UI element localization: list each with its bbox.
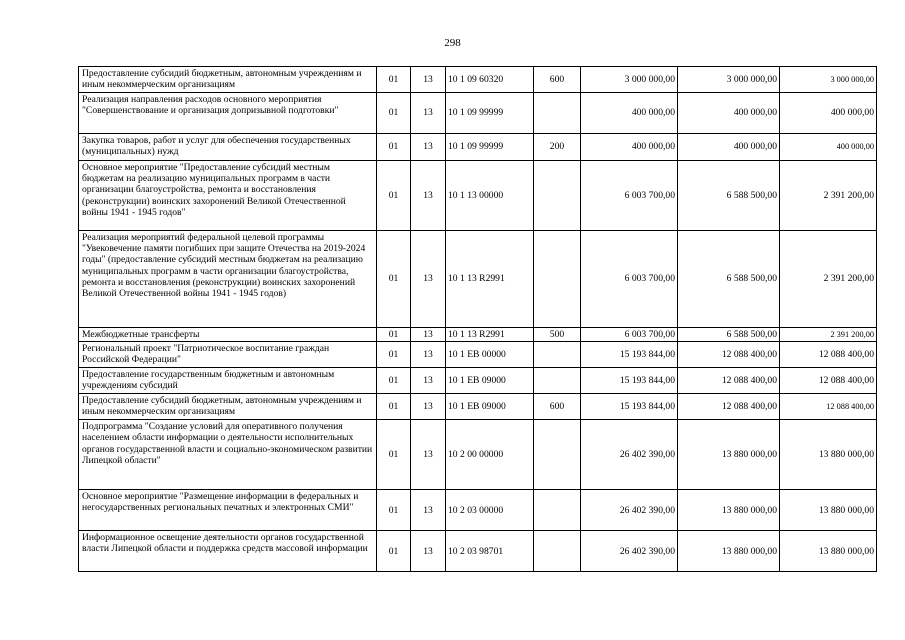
subsection-code-cell: 13 xyxy=(411,134,446,161)
amount-year2-cell: 12 088 400,00 xyxy=(678,394,780,420)
table-row xyxy=(79,368,877,394)
subsection-code-cell: 13 xyxy=(411,368,446,394)
target-article-cell: 10 2 03 98701 xyxy=(446,531,534,572)
target-article-cell: 10 1 ЕВ 00000 xyxy=(446,342,534,368)
amount-year3-cell: 13 880 000,00 xyxy=(780,420,877,490)
amount-year1-cell: 26 402 390,00 xyxy=(581,531,678,572)
amount-year1-cell: 15 193 844,00 xyxy=(581,394,678,420)
subsection-code-cell: 13 xyxy=(411,231,446,328)
target-article-cell: 10 1 13 00000 xyxy=(446,161,534,231)
subsection-code-cell: 13 xyxy=(411,161,446,231)
expense-name-cell: Реализация направления расходов основного мероприятия "Совершенствование и организация допризывной подготовки" xyxy=(79,93,377,134)
section-code-cell: 01 xyxy=(377,394,411,420)
target-article-cell: 10 2 00 00000 xyxy=(446,420,534,490)
table-row xyxy=(79,231,877,328)
expense-name-cell: Подпрограмма "Создание условий для оперативного получения населением области информации о деятельности исполнительных органов государственной власти и социально-экономическом развитии Липецкой области" xyxy=(79,420,377,490)
amount-year1-cell: 15 193 844,00 xyxy=(581,342,678,368)
target-article-cell: 10 1 13 R2991 xyxy=(446,328,534,342)
table-row xyxy=(79,394,877,420)
expense-type-cell xyxy=(534,531,581,572)
expense-name-cell: Основное мероприятие "Размещение информации в федеральных и негосударственных региональных печатных и электронных СМИ" xyxy=(79,490,377,531)
target-article-cell: 10 1 13 R2991 xyxy=(446,231,534,328)
expense-type-cell: 500 xyxy=(534,328,581,342)
expense-type-cell xyxy=(534,161,581,231)
section-code-cell: 01 xyxy=(377,342,411,368)
amount-year2-cell: 13 880 000,00 xyxy=(678,420,780,490)
amount-year2-cell: 400 000,00 xyxy=(678,93,780,134)
section-code-cell: 01 xyxy=(377,490,411,531)
amount-year1-cell: 15 193 844,00 xyxy=(581,368,678,394)
subsection-code-cell: 13 xyxy=(411,394,446,420)
section-code-cell: 01 xyxy=(377,134,411,161)
expense-name-cell: Предоставление государственным бюджетным и автономным учреждениям субсидий xyxy=(79,368,377,394)
amount-year2-cell: 13 880 000,00 xyxy=(678,490,780,531)
expense-type-cell: 600 xyxy=(534,67,581,93)
amount-year1-cell: 6 003 700,00 xyxy=(581,328,678,342)
amount-year2-cell: 6 588 500,00 xyxy=(678,231,780,328)
expense-type-cell: 200 xyxy=(534,134,581,161)
subsection-code-cell: 13 xyxy=(411,328,446,342)
amount-year1-cell: 26 402 390,00 xyxy=(581,420,678,490)
amount-year3-cell: 3 000 000,00 xyxy=(780,67,877,93)
amount-year2-cell: 13 880 000,00 xyxy=(678,531,780,572)
target-article-cell: 10 1 ЕВ 09000 xyxy=(446,368,534,394)
table-body xyxy=(79,67,877,572)
expense-type-cell xyxy=(534,93,581,134)
amount-year2-cell: 3 000 000,00 xyxy=(678,67,780,93)
section-code-cell: 01 xyxy=(377,67,411,93)
expense-name-cell: Предоставление субсидий бюджетным, автономным учреждениям и иным некоммерческим организациям xyxy=(79,394,377,420)
expense-type-cell xyxy=(534,342,581,368)
table-row xyxy=(79,93,877,134)
amount-year3-cell: 12 088 400,00 xyxy=(780,342,877,368)
subsection-code-cell: 13 xyxy=(411,93,446,134)
expense-type-cell xyxy=(534,420,581,490)
amount-year2-cell: 6 588 500,00 xyxy=(678,328,780,342)
subsection-code-cell: 13 xyxy=(411,342,446,368)
table-row xyxy=(79,420,877,490)
amount-year2-cell: 12 088 400,00 xyxy=(678,368,780,394)
table-row xyxy=(79,67,877,93)
expense-name-cell: Региональный проект "Патриотическое воспитание граждан Российской Федерации" xyxy=(79,342,377,368)
section-code-cell: 01 xyxy=(377,161,411,231)
table-row xyxy=(79,161,877,231)
amount-year1-cell: 3 000 000,00 xyxy=(581,67,678,93)
target-article-cell: 10 1 09 99999 xyxy=(446,93,534,134)
expense-name-cell: Межбюджетные трансферты xyxy=(79,328,377,342)
expense-type-cell xyxy=(534,490,581,531)
table-row xyxy=(79,134,877,161)
amount-year1-cell: 6 003 700,00 xyxy=(581,161,678,231)
amount-year3-cell: 400 000,00 xyxy=(780,93,877,134)
table-row xyxy=(79,490,877,531)
table-row xyxy=(79,531,877,572)
table-row xyxy=(79,328,877,342)
expense-name-cell: Закупка товаров, работ и услуг для обеспечения государственных (муниципальных) нужд xyxy=(79,134,377,161)
amount-year2-cell: 400 000,00 xyxy=(678,134,780,161)
amount-year3-cell: 2 391 200,00 xyxy=(780,161,877,231)
amount-year1-cell: 400 000,00 xyxy=(581,134,678,161)
subsection-code-cell: 13 xyxy=(411,420,446,490)
amount-year2-cell: 12 088 400,00 xyxy=(678,342,780,368)
subsection-code-cell: 13 xyxy=(411,531,446,572)
amount-year3-cell: 12 088 400,00 xyxy=(780,394,877,420)
expense-name-cell: Предоставление субсидий бюджетным, автономным учреждениям и иным некоммерческим организациям xyxy=(79,67,377,93)
section-code-cell: 01 xyxy=(377,368,411,394)
expense-name-cell: Реализация мероприятий федеральной целевой программы "Увековечение памяти погибших при защите Отечества на 2019-2024 годы" (предоставление субсидий местным бюджетам на реализацию муниципальных программ в части организации благоустройства, ремонта и восстановления (реконструкции) воинских захоронений Великой Отечественной войны 1941 - 1945 годов) xyxy=(79,231,377,328)
amount-year1-cell: 400 000,00 xyxy=(581,93,678,134)
target-article-cell: 10 1 09 60320 xyxy=(446,67,534,93)
amount-year3-cell: 13 880 000,00 xyxy=(780,531,877,572)
target-article-cell: 10 1 ЕВ 09000 xyxy=(446,394,534,420)
amount-year1-cell: 6 003 700,00 xyxy=(581,231,678,328)
target-article-cell: 10 2 03 00000 xyxy=(446,490,534,531)
section-code-cell: 01 xyxy=(377,420,411,490)
target-article-cell: 10 1 09 99999 xyxy=(446,134,534,161)
expense-name-cell: Информационное освещение деятельности органов государственной власти Липецкой области и поддержка средств массовой информации xyxy=(79,531,377,572)
amount-year1-cell: 26 402 390,00 xyxy=(581,490,678,531)
amount-year3-cell: 2 391 200,00 xyxy=(780,231,877,328)
amount-year3-cell: 12 088 400,00 xyxy=(780,368,877,394)
table-row xyxy=(79,342,877,368)
amount-year3-cell: 13 880 000,00 xyxy=(780,490,877,531)
section-code-cell: 01 xyxy=(377,93,411,134)
budget-table xyxy=(78,66,877,572)
subsection-code-cell: 13 xyxy=(411,490,446,531)
section-code-cell: 01 xyxy=(377,328,411,342)
expense-name-cell: Основное мероприятие "Предоставление субсидий местным бюджетам на реализацию муниципальных программ в части организации благоустройства, ремонта и восстановления (реконструкции) воинских захоронений Великой Отечественной войны 1941 - 1945 годов" xyxy=(79,161,377,231)
section-code-cell: 01 xyxy=(377,531,411,572)
amount-year3-cell: 2 391 200,00 xyxy=(780,328,877,342)
section-code-cell: 01 xyxy=(377,231,411,328)
expense-type-cell xyxy=(534,368,581,394)
amount-year3-cell: 400 000,00 xyxy=(780,134,877,161)
expense-type-cell: 600 xyxy=(534,394,581,420)
subsection-code-cell: 13 xyxy=(411,67,446,93)
page-number: 298 xyxy=(444,37,461,49)
amount-year2-cell: 6 588 500,00 xyxy=(678,161,780,231)
expense-type-cell xyxy=(534,231,581,328)
